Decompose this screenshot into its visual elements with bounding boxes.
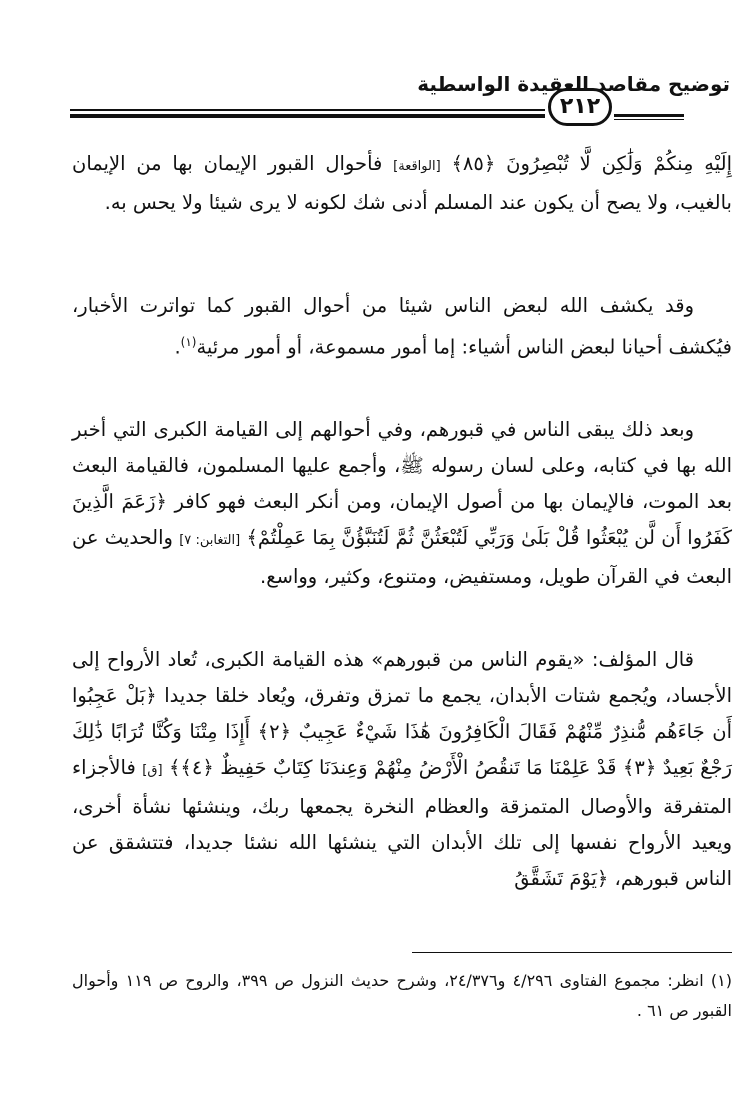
header-rule-right-thin (614, 119, 684, 120)
footnote-separator (412, 952, 732, 953)
header-rule-right (614, 114, 684, 117)
page-number-badge: ٢١٢ (548, 88, 612, 126)
header-rule (70, 109, 545, 111)
footnote-marker[interactable]: (١) (180, 335, 197, 349)
paragraph-text: قال المؤلف: «يقوم الناس من قبورهم» هذه القيامة الكبرى، تُعاد الأرواح إلى الأجساد، ويُجمع شتات الأبدان، يجمع ما تمزق وتفرق، ويُعاد خلقا جديدا (72, 648, 733, 707)
header-rule-thick (70, 114, 545, 118)
surah-reference: [الواقعة] (393, 159, 441, 174)
paragraph-1 (72, 146, 732, 221)
quran-verse: ﴿زَعَمَ الَّذِينَ كَفَرُوا أَن لَّن يُبْعَثُوا قُلْ بَلَىٰ وَرَبِّي لَتُبْعَثُنَّ ثُمَّ لَتُنَبَّؤُنَّ بِمَا عَمِلْتُمْ﴾ (72, 490, 733, 549)
quran-verse-continued: ﴿يَوْمَ تَشَقَّقُ (514, 867, 609, 890)
paragraph-end: . (174, 335, 181, 359)
paragraph-text: وقد يكشف الله لبعض الناس شيئا من أحوال القبور كما تواترت الأخبار، فيُكشف أحيانا لبعض الناس أشياء: إما أمور مسموعة، أو أمور مرئية (72, 294, 732, 359)
paragraph-3 (72, 412, 732, 595)
paragraph-text-2: فالأجزاء المتفرقة والأوصال المتمزقة والعظام النخرة يجمعها ربك، وينشئها نشأة أخرى، ويعيد الأرواح نفسها إلى تلك الأبدان التي ينشئها الله نشئا جديدا، فتتشقق عن الناس قبورهم، (72, 756, 732, 890)
running-header-title: توضيح مقاصد العقيدة الواسطية (417, 72, 730, 96)
surah-reference: [التغابن: ٧] (179, 533, 241, 548)
paragraph-text: فأحوال القبور الإيمان بها من الإيمان بالغيب، ولا يصح أن يكون عند المسلم أدنى شك لكونه لا يرى شيئا ولا يحس به. (72, 152, 732, 214)
quran-verse: ﴿بَلْ عَجِبُوا أَن جَاءَهُم مُّنذِرٌ مِّنْهُمْ فَقَالَ الْكَافِرُونَ هَٰذَا شَيْءٌ عَجِيبٌ ﴿٢﴾ أَإِذَا مِتْنَا وَكُنَّا تُرَابًا ذَٰلِكَ رَجْعٌ بَعِيدٌ ﴿٣﴾ قَدْ عَلِمْنَا مَا تَنقُصُ الْأَرْضُ مِنْهُمْ وَعِندَنَا كِتَابٌ حَفِيظٌ ﴿٤﴾﴾ (72, 684, 732, 779)
footnote: (١) انظر: مجموع الفتاوى ٤/٢٩٦ و٢٤/٣٧٦، وشرح حديث النزول ص ٣٩٩، والروح ص ١١٩ وأحوال القبور ص ٦١ . (72, 971, 732, 1020)
paragraph-4 (72, 642, 732, 897)
paragraph-2 (72, 288, 732, 366)
quran-verse: إِلَيْهِ مِنكُمْ وَلَٰكِن لَّا تُبْصِرُونَ ﴿٨٥﴾ (451, 152, 732, 175)
paragraph-text-2: والحديث عن البعث في القرآن طويل، ومستفيض، ومتنوع، وكثير، وواسع. (72, 526, 732, 588)
surah-reference: [ق] (142, 763, 163, 778)
paragraph-text: وبعد ذلك يبقى الناس في قبورهم، وفي أحوالهم إلى القيامة الكبرى التي أخبر الله بها في كتابه، وعلى لسان رسوله ﷺ، وأجمع عليها المسلمون، فالقيامة البعث بعد الموت، فالإيمان بها من أصول الإيمان، ومن أنكر البعث فهو كافر (72, 418, 732, 513)
